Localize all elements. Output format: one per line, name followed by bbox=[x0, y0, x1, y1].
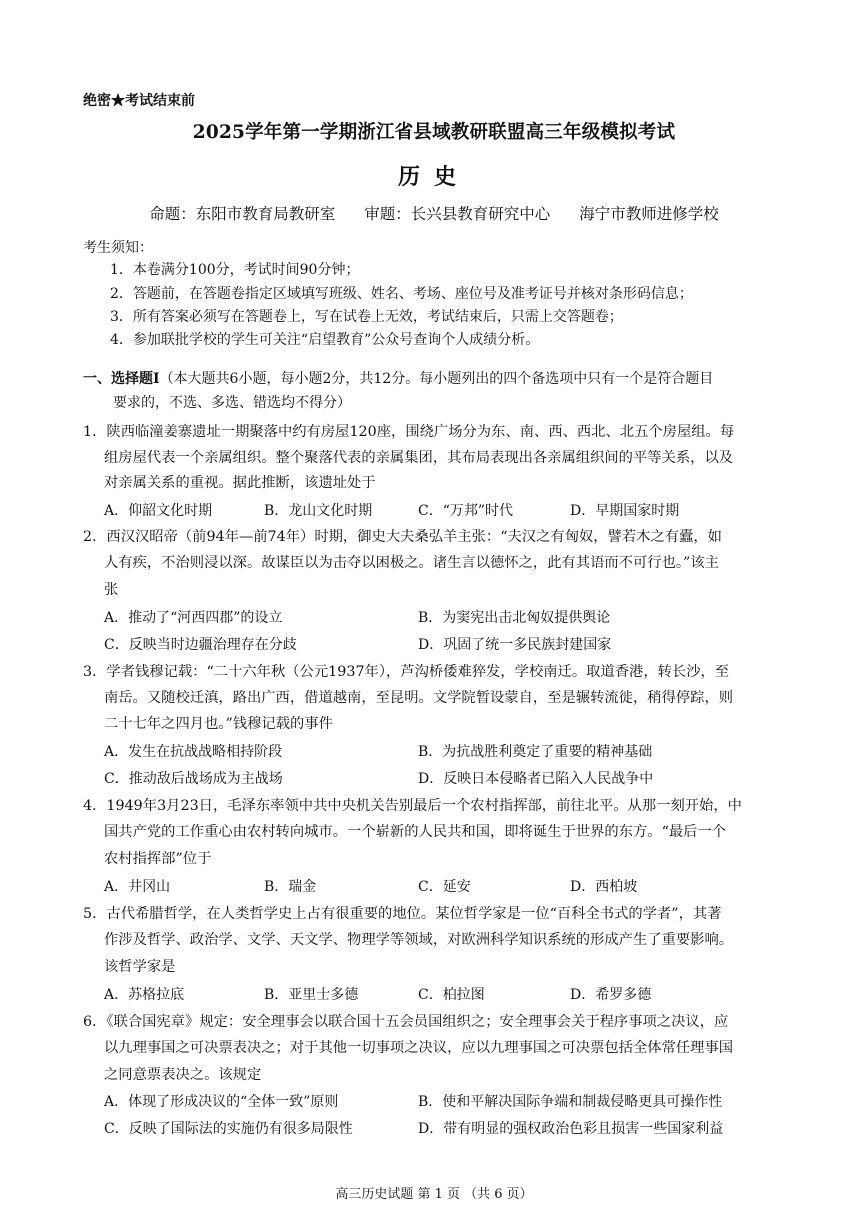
question-stem: 国共产党的工作重心由农村转向城市。一个崭新的人民共和国，即将诞生于世界的东方。“最后一个 bbox=[104, 824, 727, 840]
section-title: 一、选择题Ⅰ bbox=[83, 371, 160, 387]
option-c[interactable]: C．“万邦”时代 bbox=[418, 503, 514, 519]
question-stem: 5．古代希腊哲学，在人类哲学史上占有很重要的地位。某位哲学家是一位“百科全书式的学者”，其著 bbox=[83, 906, 722, 922]
option-d[interactable]: D．巩固了统一多民族封建国家 bbox=[418, 637, 612, 653]
page-footer: 高三历史试题 第 1 页 （共 6 页） bbox=[335, 1187, 533, 1202]
option-a[interactable]: A．井冈山 bbox=[104, 879, 171, 895]
question-stem: 1．陕西临潼姜寨遗址一期聚落中约有房屋120座，围绕广场分为东、南、西、西北、北五个房屋组。每 bbox=[83, 424, 735, 440]
option-b[interactable]: B．为抗战胜利奠定了重要的精神基础 bbox=[418, 744, 653, 760]
question-stem: 组房屋代表一个亲属组织。整个聚落代表的亲属集团，其布局表现出各亲属组织间的平等关系，以及 bbox=[104, 450, 734, 466]
authors-line bbox=[0, 202, 868, 224]
question-stem: 农村指挥部”位于 bbox=[104, 851, 212, 867]
question-stem: 南岳。又随校迁滇，路出广西，借道越南，至昆明。文学院暂设蒙自，至是辗转流徙，稍得停踪，则 bbox=[104, 690, 734, 706]
question-stem: 6．《联合国宪章》规定：安全理事会以联合国十五会员国组织之；安全理事会关于程序事项之决议，应 bbox=[83, 1014, 729, 1030]
option-b[interactable]: B．瑞金 bbox=[264, 879, 317, 895]
question-stem: 张 bbox=[104, 582, 119, 598]
question-stem: 以九理事国之可决票表决之；对于其他一切事项之决议，应以九理事国之可决票包括全体常任理事国 bbox=[104, 1040, 734, 1056]
question-stem: 作涉及哲学、政治学、文学、天文学、物理学等领域，对欧洲科学知识系统的形成产生了重要影响。 bbox=[104, 932, 734, 948]
option-c[interactable]: C．推动敌后战场成为主战场 bbox=[104, 771, 283, 787]
question-stem: 4．1949年3月23日，毛泽东率领中共中央机关告别最后一个农村指挥部，前往北平。从那一刻开始，中 bbox=[83, 798, 742, 814]
section-heading bbox=[83, 368, 713, 388]
subject-title: 历史 bbox=[397, 164, 470, 190]
option-a[interactable]: A．推动了“河西四郡”的设立 bbox=[104, 610, 283, 626]
question-stem: 人有疾，不治则浸以深。故谋臣以为击夺以困极之。诸生言以德怀之，此有其语而不可行也。”该主 bbox=[104, 555, 719, 571]
option-b[interactable]: B．龙山文化时期 bbox=[264, 503, 373, 519]
option-a[interactable]: A．仰韶文化时期 bbox=[104, 503, 213, 519]
option-a[interactable]: A．发生在抗战战略相持阶段 bbox=[104, 744, 283, 760]
proposer: 命题：东阳市教育局教研室 bbox=[149, 205, 336, 223]
question-stem: 2．西汉汉昭帝（前94年—前74年）时期，御史大夫桑弘羊主张：“夫汉之有匈奴，譬若木之有蠹，如 bbox=[83, 529, 722, 545]
question-stem: 3．学者钱穆记载：“二十六年秋（公元1937年），芦沟桥倭难猝发，学校南迁。取道香港，转长沙，至 bbox=[83, 664, 730, 680]
section-desc: （本大题共6小题，每小题2分，共12分。每小题列出的四个备选项中只有一个是符合题目 bbox=[159, 371, 714, 387]
option-d[interactable]: D．反映日本侵略者已陷入人民战争中 bbox=[418, 771, 654, 787]
exam-title: 2025学年第一学期浙江省县域教研联盟高三年级模拟考试 bbox=[192, 122, 676, 143]
notice-item: 1．本卷满分100分，考试时间90分钟； bbox=[110, 262, 360, 278]
question-stem: 之同意票表决之。该规定 bbox=[104, 1067, 262, 1083]
option-d[interactable]: D．带有明显的强权政治色彩且损害一些国家利益 bbox=[418, 1121, 724, 1137]
option-d[interactable]: D．早期国家时期 bbox=[570, 503, 680, 519]
notice-item: 3．所有答案必须写在答题卷上，写在试卷上无效，考试结束后，只需上交答题卷； bbox=[110, 309, 623, 325]
notice-heading: 考生须知： bbox=[83, 240, 153, 256]
section-desc-continued: 要求的，不选、多选、错选均不得分） bbox=[113, 395, 351, 411]
notice-item: 4．参加联批学校的学生可关注“启望教育”公众号查询个人成绩分析。 bbox=[110, 332, 540, 348]
option-b[interactable]: B．为窦宪出击北匈奴提供舆论 bbox=[418, 610, 611, 626]
secret-mark: 绝密★考试结束前 bbox=[83, 93, 195, 109]
option-a[interactable]: A．苏格拉底 bbox=[104, 987, 185, 1003]
option-c[interactable]: C．反映了国际法的实施仍有很多局限性 bbox=[104, 1121, 353, 1137]
option-d[interactable]: D．希罗多德 bbox=[570, 987, 652, 1003]
option-a[interactable]: A．体现了形成决议的“全体一致”原则 bbox=[104, 1094, 339, 1110]
reviewer-1: 审题：长兴县教育研究中心 bbox=[364, 205, 551, 223]
question-stem: 对亲属关系的重视。据此推断，该遗址处于 bbox=[104, 475, 376, 491]
notice-item: 2．答题前，在答题卷指定区域填写班级、姓名、考场、座位号及准考证号并核对条形码信息； bbox=[110, 286, 693, 302]
reviewer-2: 海宁市教师进修学校 bbox=[579, 205, 719, 223]
option-c[interactable]: C．反映当时边疆治理存在分歧 bbox=[104, 637, 297, 653]
option-b[interactable]: B．亚里士多德 bbox=[264, 987, 359, 1003]
question-stem: 二十七年之四月也。”钱穆记载的事件 bbox=[104, 716, 333, 732]
question-stem: 该哲学家是 bbox=[104, 959, 176, 975]
option-c[interactable]: C．延安 bbox=[418, 879, 471, 895]
option-c[interactable]: C．柏拉图 bbox=[418, 987, 485, 1003]
option-d[interactable]: D．西柏坡 bbox=[570, 879, 638, 895]
option-b[interactable]: B．使和平解决国际争端和制裁侵略更具可操作性 bbox=[418, 1094, 723, 1110]
